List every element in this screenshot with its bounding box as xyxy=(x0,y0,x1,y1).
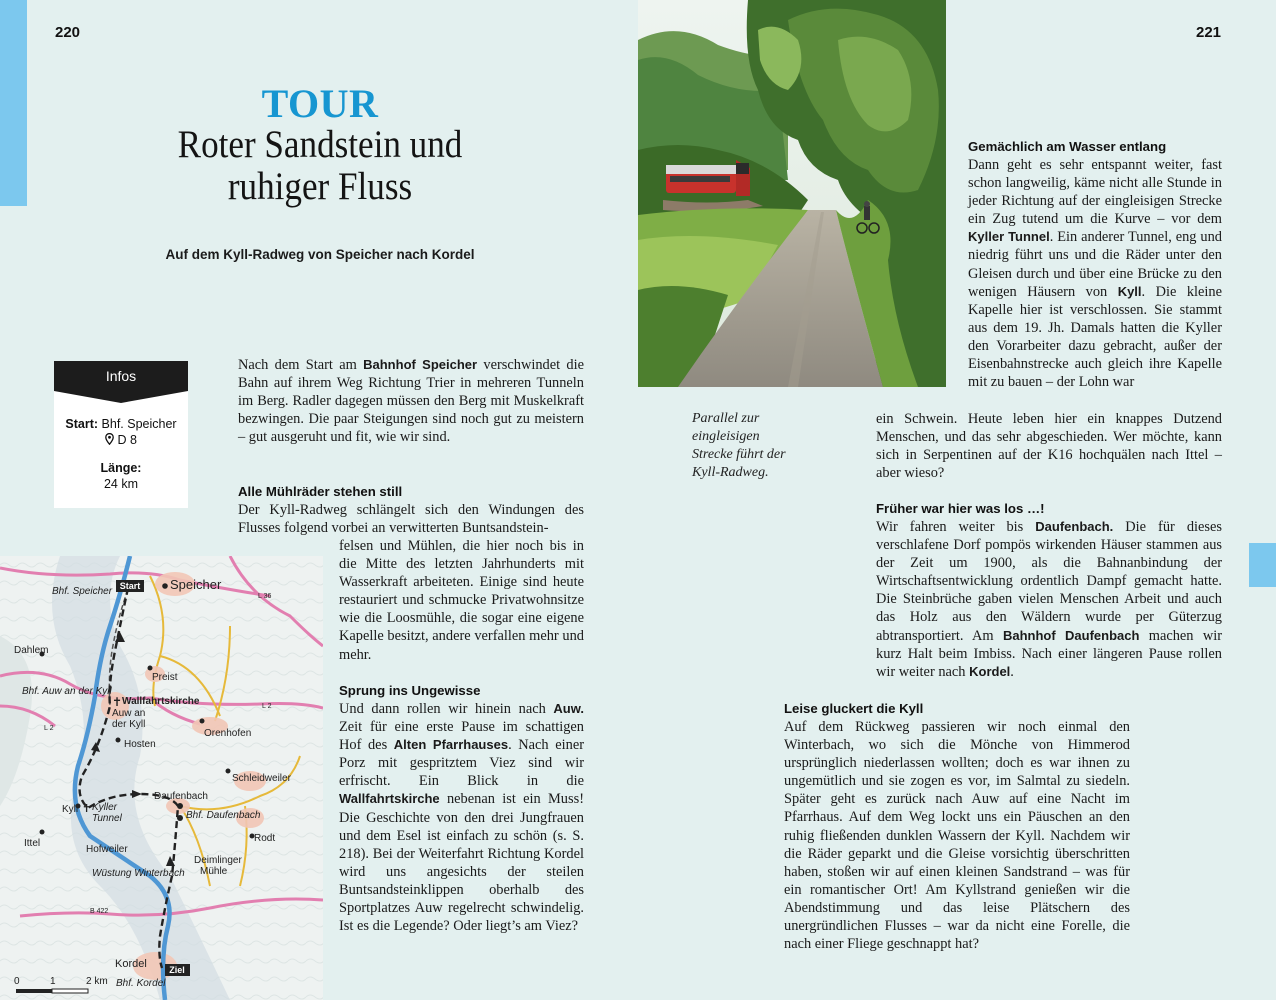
map-label: Bhf. Daufenbach xyxy=(186,810,261,821)
text-run: verschwindet die Bahn auf ihrem Weg Richtung Trier in mehreren Tunneln im Berg. Radler dagegen müssen den Berg mit Muskelkraft bezwingen. Die paar Steigungen sind noch gut zu meistern – gut ausgeruht und fit, wie wir sind. xyxy=(238,357,584,446)
text-run: . Nach einer Porz mit gespritztem Viez sind wir erfrischt. Ein Blick in die xyxy=(339,737,584,790)
tour-label: TOUR xyxy=(261,81,379,126)
map-label: L 2 xyxy=(262,703,272,710)
map-label: Schleidweiler xyxy=(232,773,291,784)
route-map xyxy=(0,556,323,1000)
map-label: L 36 xyxy=(258,593,272,600)
map-label: Kyller xyxy=(92,802,118,813)
map-label: Dahlem xyxy=(14,645,49,656)
caption-line: eingleisigen xyxy=(692,429,760,444)
bold-run: Wallfahrtskirche xyxy=(339,791,440,807)
heading-muehlraeder: Alle Mühlräder stehen still xyxy=(238,484,403,499)
page-number-right: 221 xyxy=(1196,24,1222,41)
map-label: Kyll xyxy=(62,804,79,815)
paragraph-gemaechlich-part2: ein Schwein. Heute leben hier ein knappes Dutzend Menschen, und das sehr abgeschieden. Wer möchte, kann sich in Serpentinen auf der K16 hochquälen nach Ittel – aber wieso? xyxy=(876,411,1222,482)
caption-line: Parallel zur xyxy=(692,411,760,426)
paragraph-gemaechlich-part1 xyxy=(968,156,1222,391)
bold-run: Kordel xyxy=(969,663,1011,679)
text-run: Zeit für eine erste Pause im schattigen Hof des xyxy=(339,719,584,754)
map-label: Bhf. Speicher xyxy=(52,586,113,597)
chapter-tab-right xyxy=(1249,543,1276,587)
length-label: Länge: xyxy=(100,461,142,475)
title-line-1: Roter Sandstein und xyxy=(177,123,463,166)
map-start-badge: Start xyxy=(119,581,141,591)
text-run: . Ein anderer Tunnel, eng und niedrig führt uns und die Räder unter den Gleisen durch und über eine Brücke zu den wenigen Häusern von xyxy=(968,229,1222,300)
map-label: Hosten xyxy=(124,739,156,750)
train xyxy=(666,160,750,196)
map-label: Ittel xyxy=(24,838,41,849)
map-label: Preist xyxy=(152,672,178,683)
map-label: B 422 xyxy=(90,908,109,915)
bold-run: Bahnhof Daufenbach xyxy=(1002,627,1140,643)
text-run: machen wir kurz Halt beim Imbiss. Nach einer längeren Pause rollen wir weiter nach xyxy=(876,627,1223,680)
text-run: . xyxy=(1010,663,1014,680)
map-ziel-badge: Ziel xyxy=(169,965,185,975)
map-label: Mühle xyxy=(200,866,228,877)
info-box-body xyxy=(54,417,188,492)
info-box xyxy=(54,361,188,508)
church-icon: ✝ xyxy=(82,803,92,815)
photo-caption xyxy=(692,410,822,482)
heading-gemaechlich: Gemächlich am Wasser entlang xyxy=(968,139,1167,154)
paragraph-frueher xyxy=(876,518,1222,681)
text-run: nebenan ist ein Muss! Die Geschichte von den drei Jungfrauen und dem Esel ist einfach zu schön (s. S. 218). Bei der Weiterfahrt Richtung Kordel wird uns angesichts der steilen Buntsandsteinklippen oberhalb des Sportplatzes Auw regelrecht schwindelig. Ist es die Legende? Oder liegt’s am Viez? xyxy=(339,791,584,935)
bold-run: Kyll xyxy=(1117,283,1142,299)
heading-frueher: Früher war hier was los …! xyxy=(876,501,1045,516)
grid-reference: D 8 xyxy=(117,432,137,447)
intro-paragraph xyxy=(238,356,584,446)
info-box-heading: Infos xyxy=(54,361,188,391)
info-box-notch xyxy=(54,391,188,403)
map-label: Bhf. Kordel xyxy=(116,978,166,989)
chapter-tab-left xyxy=(0,0,27,206)
paragraph-leise: Auf dem Rückweg passieren wir noch einmal den Winterbach, wo sich die Mönche von Himmerod ursprünglich niederlassen wollten; doch es war ihnen zu ungemütlich und sie zogen es vor, im Salmtal zu siedeln. Später geht es zurück nach Auw auf eine Nacht im Pfarrhaus. Auf dem Weg lockt uns ein Päuschen an den ruhig fließenden dunklen Wassern der Kyll. Nachdem wir die Räder geparkt und die Gleise vorsichtig überschritten haben, stoßen wir auf einen kleinen Sandstrand – was für ein romantischer Ort! Am Kyllstrand genießen wir die Abendstimmung und das leise Plätschern des unergründlichen Flusses – war da nicht eine Forelle, die nach einer Fliege geschnappt hat? xyxy=(784,719,1130,953)
railway-path-photo xyxy=(638,0,946,387)
map-label: Wüstung Winterbach xyxy=(92,868,185,879)
paragraph-muehlraeder-part2: felsen und Mühlen, die hier noch bis in die Mitte des letzten Jahrhunderts mit Wasserkraft arbeiteten. Einige sind heute restauriert und schmucke Privatwohnsitze wie die Loosmühle, die sogar eine eigene Kapelle besitzt, andere verfallen mehr und mehr. xyxy=(339,538,584,663)
bold-run: Alten Pfarrhauses xyxy=(393,737,509,753)
map-label: Orenhofen xyxy=(204,728,252,739)
church-icon: ✝ xyxy=(112,695,123,709)
bold-run: Daufenbach. xyxy=(1035,519,1114,534)
subtitle: Auf dem Kyll-Radweg von Speicher nach Kordel xyxy=(165,247,475,262)
text-run: Die für dieses verschlafene Dorf pompös wirkenden Häuser stammen aus der Zeit um 1900, als die Bahnanbindung der Wirtschaftsentwicklung ordentlich Dampf gemacht hatte. Die Steinbrüche gaben vielen Menschen Arbeit und auch das Holz aus den Wäldern wurde per Güterzug abtransportiert. Am xyxy=(876,519,1223,644)
text-run: Und dann rollen wir hinein nach xyxy=(339,701,554,717)
heading-leise: Leise gluckert die Kyll xyxy=(784,701,924,716)
map-label: der Kyll xyxy=(112,719,146,730)
text-run: Nach dem Start am xyxy=(238,357,364,373)
start-value: Bhf. Speicher xyxy=(101,417,177,431)
map-label: Rodt xyxy=(254,833,276,844)
scale-label: 2 km xyxy=(86,976,108,987)
caption-line: Strecke führt der xyxy=(692,447,786,462)
map-label: Hofweiler xyxy=(86,844,128,855)
text-run: . Die kleine Kapelle hier ist verschlossen. Sie stammt aus dem 19. Jh. Damals hatten die Kyller den Vorarbeiter dazu gebracht, außer der Eisenbahnstrecke auch gleich ihre Kapelle mit zu bauen – der Lohn war xyxy=(968,283,1222,391)
photo-illustration xyxy=(638,0,946,387)
page-number-left: 220 xyxy=(55,24,81,41)
scale-label: 0 xyxy=(14,976,20,987)
caption-line: Kyll-Radweg. xyxy=(692,465,769,480)
map-label: Kordel xyxy=(115,958,147,970)
route-map-drawing xyxy=(0,556,323,1000)
map-pin-icon xyxy=(105,433,114,445)
paragraph-sprung xyxy=(339,700,584,935)
length-value: 24 km xyxy=(103,476,139,491)
bold-run: Auw. xyxy=(553,701,584,716)
map-label: Wallfahrtskirche xyxy=(122,696,200,707)
bold-run: Bahnhof Speicher xyxy=(363,357,478,372)
bold-run: Kyller Tunnel xyxy=(968,229,1050,245)
title-line-2: ruhiger Fluss xyxy=(227,165,413,208)
map-label: Bhf. Auw an der Kyll xyxy=(22,686,112,697)
heading-sprung: Sprung ins Ungewisse xyxy=(339,683,481,698)
text-run: Wir fahren weiter bis xyxy=(876,519,1036,535)
map-label: Deimlinger xyxy=(194,855,242,866)
page-title xyxy=(122,124,518,208)
map-label: Auw an xyxy=(112,708,146,719)
scale-label: 1 xyxy=(50,976,56,987)
map-label: Daufenbach xyxy=(154,791,208,802)
text-run: Dann geht es sehr entspannt weiter, fast schon langweilig, käme nicht alle Stunde in jeder Richtung auf der eingleisigen Strecke ein Zug tutend um die Kurve – vor dem xyxy=(968,157,1222,228)
map-label: L 2 xyxy=(44,725,54,732)
start-label: Start: xyxy=(65,417,99,431)
map-label: Tunnel xyxy=(92,813,122,824)
paragraph-muehlraeder-part1: Der Kyll-Radweg schlängelt sich den Windungen des Flusses folgend vorbei an verwitterten Buntsandstein- xyxy=(238,502,584,537)
map-label: Speicher xyxy=(170,577,222,592)
